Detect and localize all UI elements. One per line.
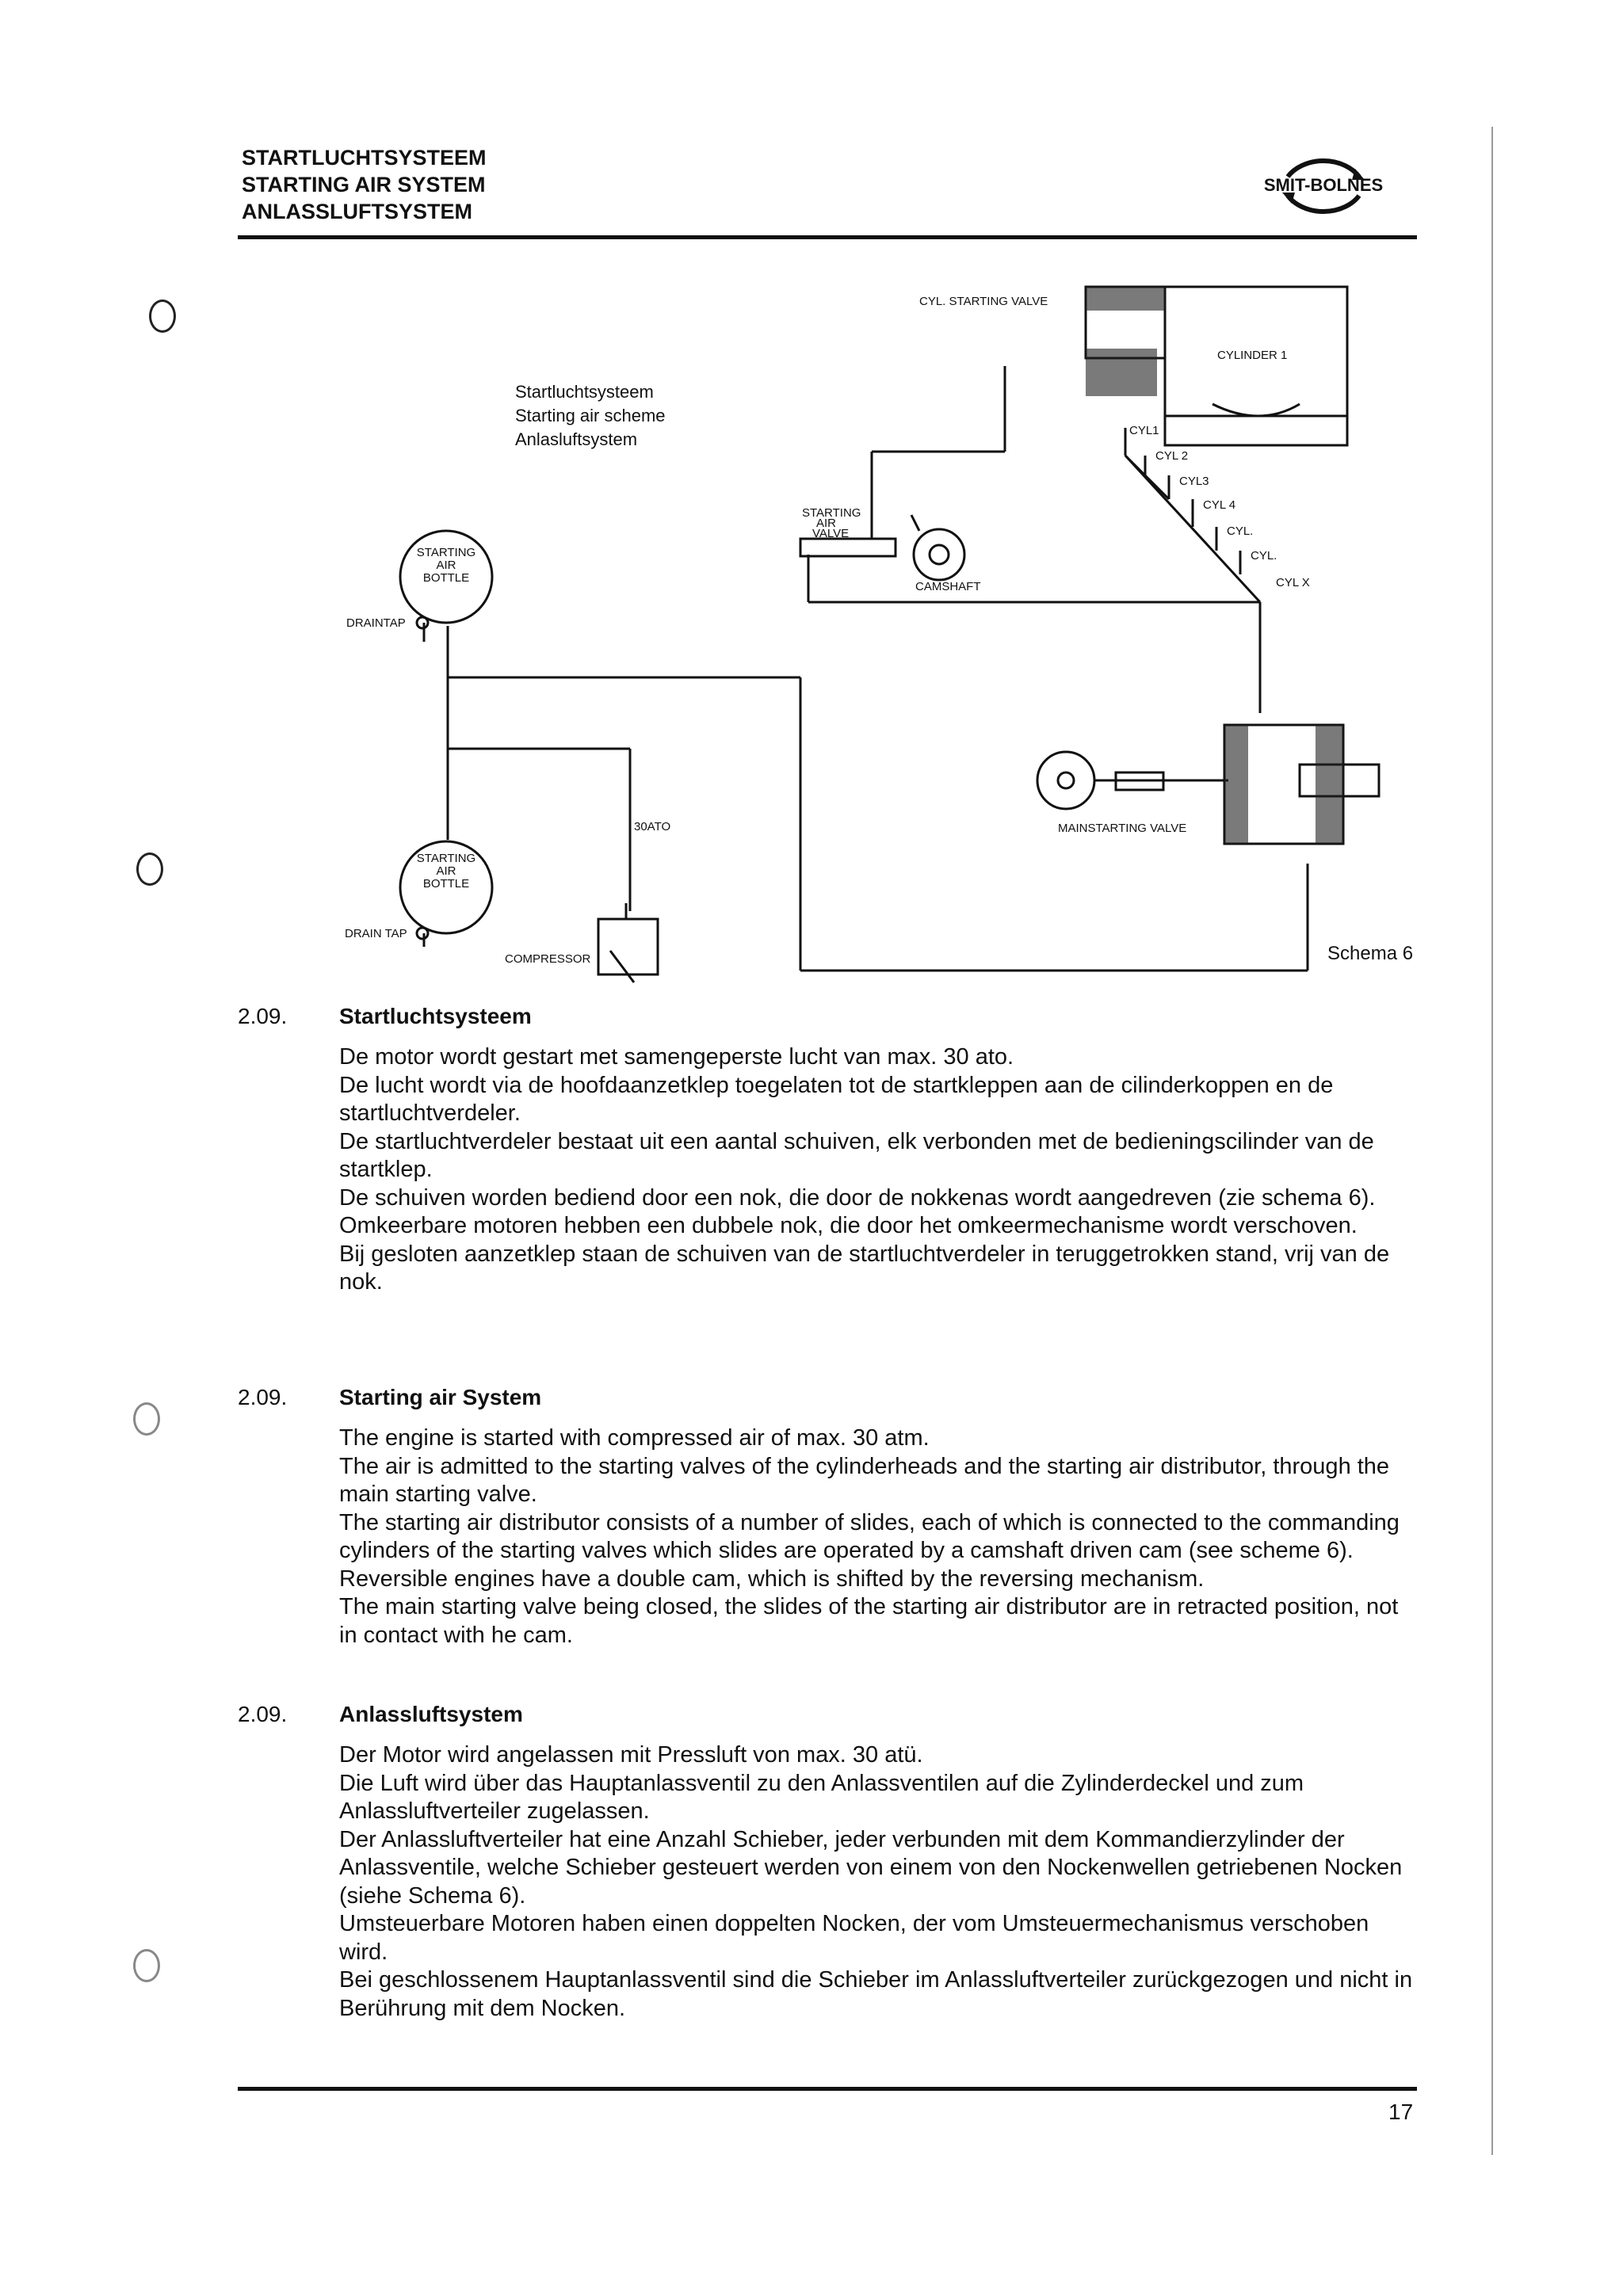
label-cyl-starting-valve: CYL. STARTING VALVE [919, 295, 1048, 308]
section-number: 2.09. [238, 1004, 288, 1028]
label-cylinder-1: CYLINDER 1 [1217, 349, 1288, 362]
header-line: STARTLUCHTSYSTEEM [242, 146, 487, 170]
paragraph-line: Bei geschlossenem Hauptanlassventil sind die Schieber im Anlassluftverteiler zurückgezogen und nicht in Berührung mit dem Nocken. [339, 1967, 1413, 2021]
section-number: 2.09. [238, 1385, 288, 1409]
label-bottle: BOTTLE [422, 571, 470, 585]
label-compressor: COMPRESSOR [505, 952, 591, 966]
header-line: STARTING AIR SYSTEM [242, 173, 486, 196]
header-line: ANLASSLUFTSYSTEM [242, 200, 473, 223]
label-cylx: CYL X [1276, 576, 1310, 589]
paragraph-line: De startluchtverdeler bestaat uit een aantal schuiven, elk verbonden met de bedieningscilinder van de startklep. [339, 1128, 1374, 1182]
label-bottle: STARTING [416, 852, 476, 865]
label-ato: 30ATO [634, 820, 671, 833]
section-german [238, 1702, 1426, 2050]
section-title: Starting air System [339, 1385, 542, 1409]
paragraph-line: Umsteuerbare Motoren haben einen doppelten Nocken, der vom Umsteuermechanismus verschoben wird. [339, 1911, 1369, 1965]
section-english [238, 1385, 1426, 1686]
label-cyl: CYL. [1251, 549, 1277, 563]
paragraph-line: Der Anlassluftverteiler hat eine Anzahl Schieber, jeder verbunden mit dem Kommandierzylinder der Anlassventile, welche Schieber gesteuert werden von einem von den Nockenwellen getriebenen Nocken (siehe Schema 6). [339, 1826, 1403, 1909]
paragraph-line: De motor wordt gestart met samengeperste lucht van max. 30 ato. [339, 1044, 1014, 1070]
page-number: 17 [1388, 2100, 1414, 2124]
label-bottle: STARTING [416, 546, 476, 559]
starting-air-diagram [0, 238, 1623, 990]
diagram-caption: Anlasluftsystem [515, 429, 638, 449]
binder-hole [133, 1402, 160, 1436]
label-draintap: DRAIN TAP [345, 927, 407, 940]
binder-hole [133, 1949, 160, 1982]
diagram-caption: Starting air scheme [515, 406, 666, 425]
paragraph-line: The engine is started with compressed air of max. 30 atm. [339, 1425, 930, 1451]
section-title: Startluchtsysteem [339, 1004, 532, 1028]
paragraph-line: Reversible engines have a double cam, which is shifted by the reversing mechanism. [339, 1566, 1205, 1592]
label-cyl4: CYL 4 [1203, 498, 1236, 512]
paragraph-line: De lucht wordt via de hoofdaanzetklep toegelaten tot de startkleppen aan de cilinderkoppen en de startluchtverdeler. [339, 1072, 1334, 1126]
label-bottle: BOTTLE [422, 877, 470, 891]
page-header-title [242, 144, 487, 225]
logo-text: SMIT-BOLNES [1263, 175, 1384, 195]
section-title: Anlassluftsystem [339, 1702, 523, 1726]
section-body [339, 1043, 1421, 1297]
paragraph-line: Bij gesloten aanzetklep staan de schuiven van de startluchtverdeler in teruggetrokken stand, vrij van de nok. [339, 1241, 1390, 1295]
label-bottle: AIR [436, 864, 456, 878]
section-number: 2.09. [238, 1702, 288, 1726]
paragraph-line: Der Motor wird angelassen mit Pressluft von max. 30 atü. [339, 1742, 923, 1768]
label-bottle: AIR [436, 559, 456, 572]
paragraph-line: Die Luft wird über das Hauptanlassventil zu den Anlassventilen auf die Zylinderdeckel und zum Anlassluftverteiler zugelassen. [339, 1770, 1304, 1824]
label-cyl1: CYL1 [1129, 424, 1159, 437]
label-cyl2: CYL 2 [1155, 449, 1189, 463]
paragraph-line: The starting air distributor consists of a number of slides, each of which is connected to the commanding cylinders of the starting valves which slides are operated by a camshaft driven cam (see scheme 6). [339, 1509, 1400, 1563]
paragraph-line: The air is admitted to the starting valves of the cylinderheads and the starting air distributor, through the main starting valve. [339, 1453, 1390, 1507]
label-starting-air-valve: AIR [816, 517, 837, 530]
paragraph-line: De schuiven worden bediend door een nok, die door de nokkenas wordt aangedreven (zie schema 6). [339, 1184, 1376, 1211]
section-body [339, 1425, 1421, 1650]
label-main-starting-valve: MAINSTARTING VALVE [1058, 822, 1187, 835]
company-logo [1252, 147, 1395, 226]
label-starting-air-valve: STARTING [802, 506, 861, 520]
label-draintap: DRAINTAP [346, 616, 406, 630]
footer-rule [238, 2087, 1417, 2091]
paragraph-line: Omkeerbare motoren hebben een dubbele nok, die door het omkeermechanisme wordt verschoven. [339, 1213, 1358, 1238]
section-body [339, 1741, 1421, 2023]
section-dutch [238, 1004, 1426, 1352]
paragraph-line: The main starting valve being closed, the slides of the starting air distributor are in retracted position, not in contact with he cam. [339, 1594, 1399, 1648]
label-cyl3: CYL3 [1179, 475, 1209, 488]
label-cyl: CYL. [1227, 524, 1254, 538]
diagram-caption: Startluchtsysteem [515, 382, 654, 402]
label-starting-air-valve: VALVE [812, 527, 850, 540]
schema-label: Schema 6 [1327, 943, 1414, 964]
label-camshaft: CAMSHAFT [915, 580, 981, 593]
